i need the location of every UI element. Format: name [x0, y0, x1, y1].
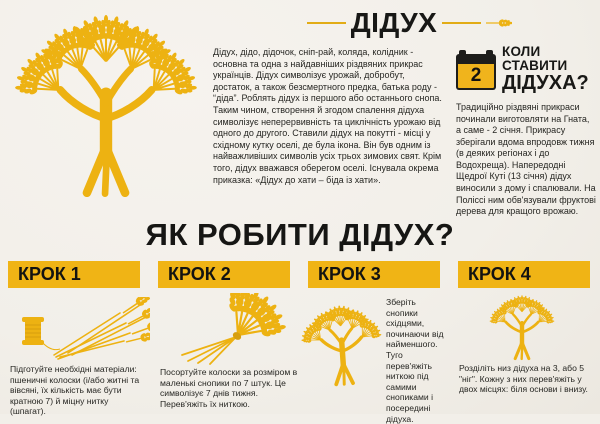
- thread-spool-and-wheat-stalks-illustration: [8, 297, 150, 361]
- tied-wheat-bundle-illustration: [158, 293, 298, 365]
- step-2-header: КРОК 2: [158, 261, 290, 288]
- step-4-text: Розділіть низ дідуха на 3, або 5 "ніг". Кожну з них перев'яжіть у двох місцях: біля основи і внизу.: [459, 363, 588, 395]
- page-title: ДІДУХ: [350, 7, 438, 38]
- step-1-header: КРОК 1: [8, 261, 140, 288]
- calendar-header-bar: [456, 54, 496, 64]
- wheat-ear-icon: [276, 16, 302, 30]
- didukh-with-legs-illustration: [486, 292, 558, 364]
- when-section-title: [502, 45, 596, 93]
- when-paragraph: Традиційно різдвяні прикраси починали виготовляти на Гната, а саме - 2 січня. Прикрасу зберігали вдома впродовж тижня (в деяких регіонах і до Водохреща). Напередодні Щедрої Куті (13 січня) дідух виносили з дому і спалювали. На Поліссі ним обв'язували фруктові дерева для кращого врожаю.: [456, 101, 596, 217]
- title-divider-line: [442, 22, 481, 24]
- step-3-header: КРОК 3: [308, 261, 440, 288]
- howto-section-title: ЯК РОБИТИ ДІДУХ?: [145, 217, 455, 252]
- when-section: [456, 45, 596, 218]
- when-title-line2: ДІДУХА?: [502, 71, 589, 94]
- intro-paragraph: Дідух, дідо, дідочок, сніп-рай, коляда, колідник - основна та одна з найдавніших різдвяних прикрас українців. Дідух символізує урожай, добробут, достаток, а також безсмертного предка, батька роду - “діда”. Роблять дідух із першого або останнього снопа. Таким чином, створення й згодом спалення дідуха символізує неперервивність та циклічність урожаю від одного до другого. Ставили дідух на покутті - місці у східному кутку оселі, де була ікона. Він був одним із найважливіших символів усіх трьох зимових свят. Крім того, дідух вважався оберегом оселі. Існувала окрема приказка: «Дідух до хати – біда із хати».: [213, 47, 442, 185]
- step-2-text: Посортуйте колоски за розміром в маленькі снопики по 7 штук. Це символізує 7 днів тижня. Перев'яжіть їх ниткою.: [160, 367, 298, 409]
- calendar-date: 2: [456, 64, 496, 90]
- page-title-row: [276, 8, 512, 38]
- when-section-header: [456, 45, 596, 93]
- step-4-header: КРОК 4: [458, 261, 590, 288]
- title-divider-line: [307, 22, 346, 24]
- step-1-text: Підготуйте необхідні матеріали: пшеничні колоски (і/або житні та вівсяні, їх кількість має бути кратною 7) й міцну нитку (шпагат).: [10, 364, 140, 417]
- calendar-icon: [456, 50, 496, 90]
- didukh-wheat-tree-illustration: [2, 6, 210, 208]
- when-title-line1: КОЛИ СТАВИТИ: [502, 44, 568, 73]
- assembled-didukh-illustration: [300, 294, 384, 398]
- wheat-ear-icon: [486, 16, 512, 30]
- step-3-text: Зберіть снопики східцями, починаючи від найменшого. Туго перев'яжіть ниткою під самими снопиками і посередині дідуха.: [386, 297, 444, 424]
